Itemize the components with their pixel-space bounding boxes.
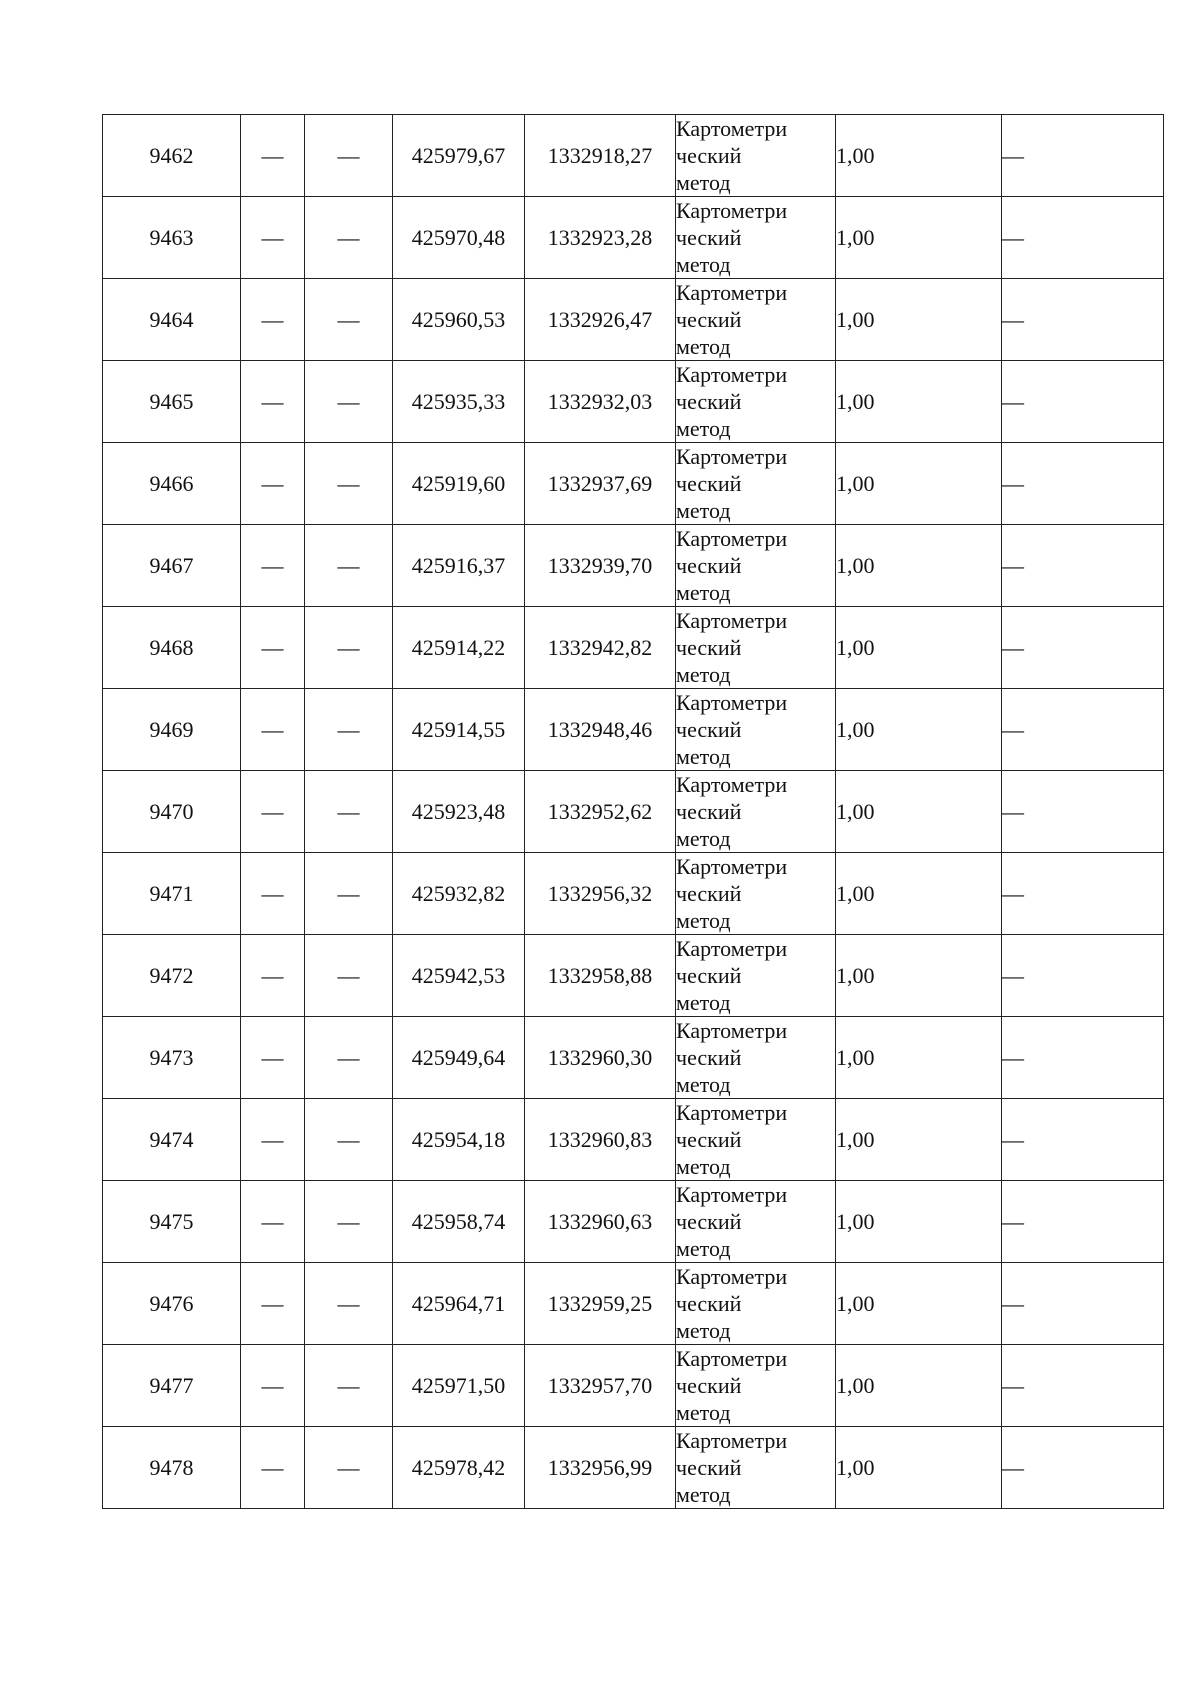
note-cell: — [1002,1017,1164,1099]
method-line: Картометри [676,854,788,879]
method-cell [676,607,836,689]
x-coordinate-cell: 425919,60 [393,443,525,525]
method-cell [676,361,836,443]
x-coordinate-cell: 425914,22 [393,607,525,689]
table-row [103,607,1164,689]
method-line: Картометри [676,1018,788,1043]
accuracy-cell: 1,00 [836,771,1002,853]
point-number-cell: 9468 [103,607,241,689]
note-cell: — [1002,525,1164,607]
method-line: метод [676,990,731,1015]
empty-y-cell: — [305,1427,393,1509]
note-cell: — [1002,1345,1164,1427]
point-number-cell: 9472 [103,935,241,1017]
point-number-cell: 9476 [103,1263,241,1345]
accuracy-cell: 1,00 [836,1263,1002,1345]
y-coordinate-cell: 1332960,83 [525,1099,676,1181]
method-cell [676,853,836,935]
method-line: ческий [676,307,742,332]
method-line: Картометри [676,198,788,223]
accuracy-cell: 1,00 [836,935,1002,1017]
note-cell: — [1002,935,1164,1017]
table-row [103,1017,1164,1099]
method-line: Картометри [676,444,788,469]
empty-y-cell: — [305,197,393,279]
table-row [103,115,1164,197]
empty-x-cell: — [241,279,305,361]
table-row [103,853,1164,935]
empty-x-cell: — [241,607,305,689]
accuracy-cell: 1,00 [836,853,1002,935]
point-number-cell: 9475 [103,1181,241,1263]
method-line: Картометри [676,936,788,961]
method-line: метод [676,1236,731,1261]
y-coordinate-cell: 1332960,63 [525,1181,676,1263]
point-number-cell: 9467 [103,525,241,607]
empty-x-cell: — [241,525,305,607]
method-cell [676,1263,836,1345]
note-cell: — [1002,1427,1164,1509]
method-line: метод [676,252,731,277]
empty-y-cell: — [305,443,393,525]
note-cell: — [1002,361,1164,443]
accuracy-cell: 1,00 [836,1181,1002,1263]
point-number-cell: 9470 [103,771,241,853]
empty-x-cell: — [241,1427,305,1509]
method-cell [676,1181,836,1263]
y-coordinate-cell: 1332926,47 [525,279,676,361]
method-line: метод [676,1072,731,1097]
empty-y-cell: — [305,115,393,197]
x-coordinate-cell: 425979,67 [393,115,525,197]
x-coordinate-cell: 425964,71 [393,1263,525,1345]
method-cell [676,935,836,1017]
method-line: ческий [676,1127,742,1152]
x-coordinate-cell: 425932,82 [393,853,525,935]
note-cell: — [1002,279,1164,361]
empty-x-cell: — [241,853,305,935]
accuracy-cell: 1,00 [836,443,1002,525]
method-line: ческий [676,717,742,742]
x-coordinate-cell: 425942,53 [393,935,525,1017]
empty-y-cell: — [305,935,393,1017]
empty-y-cell: — [305,1181,393,1263]
note-cell: — [1002,197,1164,279]
table-row [103,443,1164,525]
method-cell [676,1099,836,1181]
accuracy-cell: 1,00 [836,115,1002,197]
empty-x-cell: — [241,1263,305,1345]
empty-x-cell: — [241,443,305,525]
method-line: ческий [676,471,742,496]
accuracy-cell: 1,00 [836,1427,1002,1509]
y-coordinate-cell: 1332952,62 [525,771,676,853]
method-cell [676,115,836,197]
accuracy-cell: 1,00 [836,361,1002,443]
y-coordinate-cell: 1332939,70 [525,525,676,607]
method-line: Картометри [676,1100,788,1125]
method-line: метод [676,498,731,523]
method-line: ческий [676,1209,742,1234]
empty-y-cell: — [305,689,393,771]
method-line: Картометри [676,1182,788,1207]
method-line: ческий [676,1045,742,1070]
x-coordinate-cell: 425978,42 [393,1427,525,1509]
method-line: метод [676,1400,731,1425]
point-number-cell: 9463 [103,197,241,279]
y-coordinate-cell: 1332956,99 [525,1427,676,1509]
note-cell: — [1002,771,1164,853]
method-cell [676,689,836,771]
method-line: метод [676,170,731,195]
method-cell [676,525,836,607]
point-number-cell: 9474 [103,1099,241,1181]
method-line: ческий [676,1455,742,1480]
x-coordinate-cell: 425914,55 [393,689,525,771]
method-line: ческий [676,799,742,824]
method-cell [676,279,836,361]
table-body [103,115,1164,1509]
y-coordinate-cell: 1332918,27 [525,115,676,197]
table-row [103,1181,1164,1263]
point-number-cell: 9469 [103,689,241,771]
x-coordinate-cell: 425935,33 [393,361,525,443]
method-cell [676,1345,836,1427]
method-line: Картометри [676,526,788,551]
note-cell: — [1002,607,1164,689]
x-coordinate-cell: 425923,48 [393,771,525,853]
table-row [103,1099,1164,1181]
accuracy-cell: 1,00 [836,607,1002,689]
y-coordinate-cell: 1332948,46 [525,689,676,771]
y-coordinate-cell: 1332932,03 [525,361,676,443]
table-row [103,1427,1164,1509]
method-cell [676,1427,836,1509]
empty-y-cell: — [305,1017,393,1099]
point-number-cell: 9462 [103,115,241,197]
method-line: метод [676,908,731,933]
x-coordinate-cell: 425960,53 [393,279,525,361]
table-row [103,1345,1164,1427]
method-line: Картометри [676,280,788,305]
method-line: Картометри [676,772,788,797]
x-coordinate-cell: 425970,48 [393,197,525,279]
note-cell: — [1002,443,1164,525]
method-line: ческий [676,1291,742,1316]
empty-x-cell: — [241,935,305,1017]
empty-y-cell: — [305,1345,393,1427]
note-cell: — [1002,1181,1164,1263]
method-cell [676,1017,836,1099]
table-row [103,1263,1164,1345]
y-coordinate-cell: 1332958,88 [525,935,676,1017]
method-line: метод [676,1482,731,1507]
table-row [103,279,1164,361]
method-line: метод [676,416,731,441]
method-line: метод [676,662,731,687]
method-line: метод [676,744,731,769]
point-number-cell: 9464 [103,279,241,361]
method-line: Картометри [676,608,788,633]
method-line: Картометри [676,690,788,715]
method-line: метод [676,1154,731,1179]
method-line: Картометри [676,116,788,141]
method-line: Картометри [676,1346,788,1371]
accuracy-cell: 1,00 [836,1345,1002,1427]
empty-x-cell: — [241,689,305,771]
y-coordinate-cell: 1332937,69 [525,443,676,525]
empty-y-cell: — [305,853,393,935]
note-cell: — [1002,1263,1164,1345]
empty-x-cell: — [241,1345,305,1427]
method-line: ческий [676,963,742,988]
empty-x-cell: — [241,115,305,197]
method-line: метод [676,580,731,605]
method-cell [676,443,836,525]
method-line: Картометри [676,1428,788,1453]
method-line: метод [676,334,731,359]
empty-x-cell: — [241,361,305,443]
x-coordinate-cell: 425916,37 [393,525,525,607]
method-line: ческий [676,143,742,168]
y-coordinate-cell: 1332960,30 [525,1017,676,1099]
note-cell: — [1002,1099,1164,1181]
method-line: ческий [676,389,742,414]
empty-y-cell: — [305,771,393,853]
method-line: метод [676,1318,731,1343]
method-cell [676,197,836,279]
x-coordinate-cell: 425949,64 [393,1017,525,1099]
point-number-cell: 9477 [103,1345,241,1427]
accuracy-cell: 1,00 [836,279,1002,361]
coordinates-table [102,114,1164,1509]
x-coordinate-cell: 425971,50 [393,1345,525,1427]
accuracy-cell: 1,00 [836,1099,1002,1181]
table-row [103,361,1164,443]
accuracy-cell: 1,00 [836,1017,1002,1099]
point-number-cell: 9466 [103,443,241,525]
y-coordinate-cell: 1332923,28 [525,197,676,279]
empty-x-cell: — [241,1017,305,1099]
method-line: ческий [676,635,742,660]
empty-y-cell: — [305,279,393,361]
table-row [103,935,1164,1017]
empty-y-cell: — [305,525,393,607]
empty-x-cell: — [241,1099,305,1181]
accuracy-cell: 1,00 [836,525,1002,607]
empty-y-cell: — [305,361,393,443]
accuracy-cell: 1,00 [836,689,1002,771]
y-coordinate-cell: 1332957,70 [525,1345,676,1427]
note-cell: — [1002,853,1164,935]
y-coordinate-cell: 1332956,32 [525,853,676,935]
note-cell: — [1002,115,1164,197]
method-cell [676,771,836,853]
empty-y-cell: — [305,1099,393,1181]
empty-x-cell: — [241,197,305,279]
empty-y-cell: — [305,1263,393,1345]
point-number-cell: 9465 [103,361,241,443]
method-line: Картометри [676,1264,788,1289]
table-row [103,771,1164,853]
x-coordinate-cell: 425958,74 [393,1181,525,1263]
table-row [103,689,1164,771]
point-number-cell: 9478 [103,1427,241,1509]
method-line: ческий [676,225,742,250]
empty-x-cell: — [241,771,305,853]
accuracy-cell: 1,00 [836,197,1002,279]
method-line: ческий [676,1373,742,1398]
method-line: метод [676,826,731,851]
table-row [103,525,1164,607]
y-coordinate-cell: 1332942,82 [525,607,676,689]
point-number-cell: 9473 [103,1017,241,1099]
method-line: ческий [676,553,742,578]
empty-y-cell: — [305,607,393,689]
table-row [103,197,1164,279]
method-line: ческий [676,881,742,906]
y-coordinate-cell: 1332959,25 [525,1263,676,1345]
empty-x-cell: — [241,1181,305,1263]
method-line: Картометри [676,362,788,387]
point-number-cell: 9471 [103,853,241,935]
note-cell: — [1002,689,1164,771]
x-coordinate-cell: 425954,18 [393,1099,525,1181]
